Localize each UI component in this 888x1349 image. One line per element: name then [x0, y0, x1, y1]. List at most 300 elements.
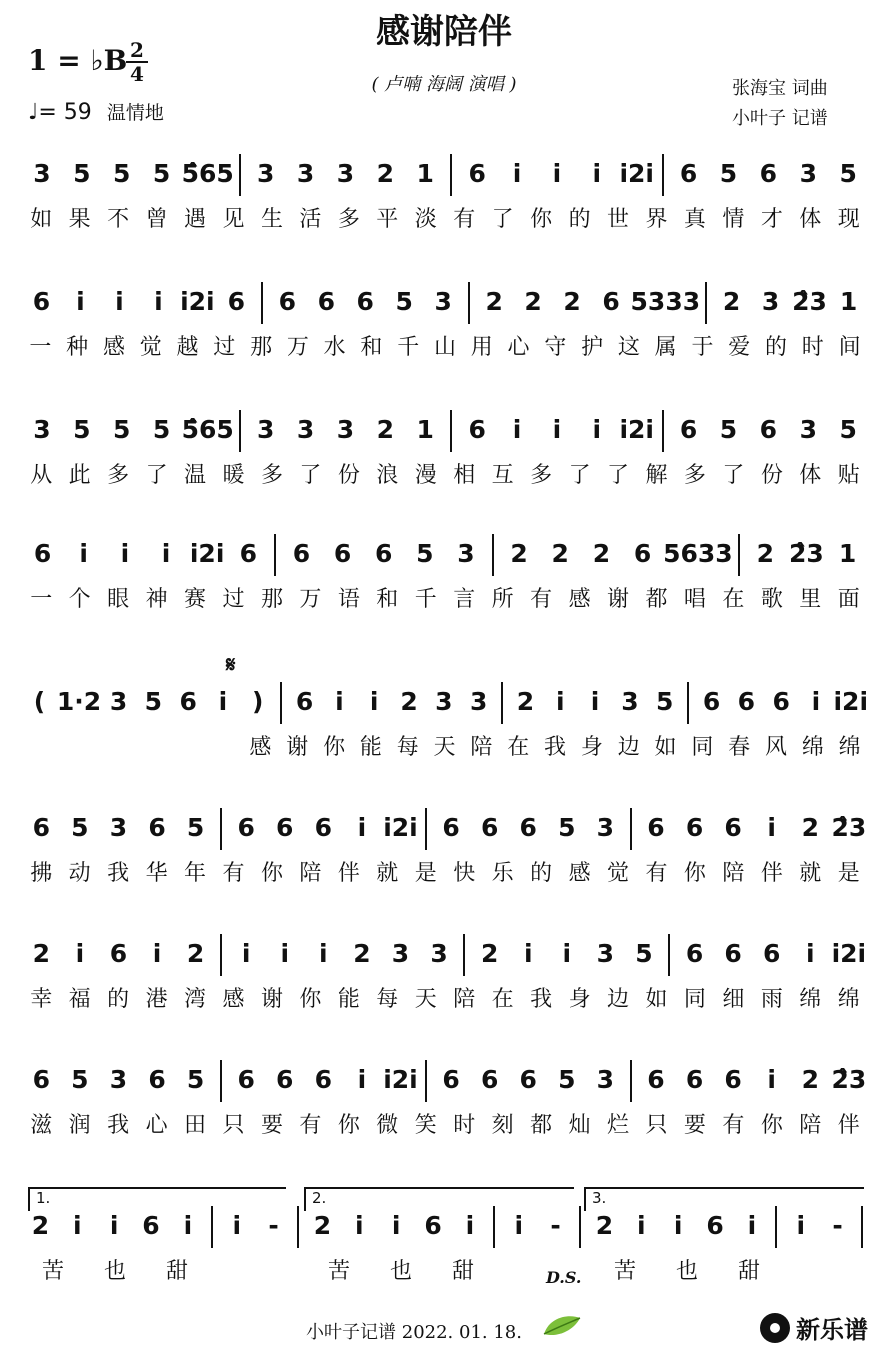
lyric-char: 细 [722, 987, 745, 1012]
note: 5 [839, 415, 857, 444]
lyric-char: 同 [683, 987, 706, 1012]
note: 6 [702, 687, 721, 716]
note: 6 [442, 813, 460, 842]
lyric-char: 港 [145, 987, 168, 1012]
lyric-char: 每 [396, 735, 419, 760]
bar-line [657, 150, 669, 200]
site-logo[interactable] [760, 1310, 868, 1345]
lyric-char: 在 [491, 987, 514, 1012]
note: 3 [391, 939, 410, 968]
note: 3 [596, 939, 615, 968]
time-top: 2 [130, 38, 144, 62]
lyric-char: 生 [260, 207, 283, 232]
note: 2 [353, 939, 371, 968]
note: i [161, 539, 171, 568]
note: i [109, 1211, 119, 1240]
lyric-char: 的 [568, 207, 591, 232]
lyric-char: 多 [337, 207, 360, 232]
lyric-char: 就 [376, 861, 399, 886]
note: 5 [839, 159, 857, 188]
notation-line [22, 804, 868, 854]
lyric-char: 遇 [184, 207, 207, 232]
note: 6 [724, 939, 742, 968]
lyric-char: 歌 [760, 587, 783, 612]
lyric-char: 才 [760, 207, 783, 232]
song-title: 感谢陪伴 [376, 12, 512, 52]
lyric-char: 感 [102, 335, 125, 360]
note: i [673, 1211, 683, 1240]
lyric-char: 那 [260, 587, 283, 612]
note: 6 [333, 539, 352, 568]
lyric-char: 感 [568, 587, 591, 612]
note: 6 [276, 813, 294, 842]
lyric-char: 伴 [760, 861, 783, 886]
lyric-char: 伴 [837, 1113, 860, 1138]
lyric-char: 有 [299, 1113, 322, 1138]
lyrics-line [22, 982, 868, 1012]
note: 2 [313, 1211, 332, 1240]
note: 6 [679, 415, 698, 444]
note: 5 [719, 159, 738, 188]
lyric-char: 体 [799, 463, 822, 488]
lyric-char: 了 [299, 463, 322, 488]
lyric-char: 多 [683, 463, 706, 488]
lyric-char: 都 [530, 1113, 553, 1138]
notation-line [22, 278, 868, 328]
bar-line [682, 678, 694, 728]
note: 6 [239, 539, 257, 568]
lyric-char: 我 [107, 861, 130, 886]
note: i [552, 415, 562, 444]
lyric-char: 千 [414, 587, 437, 612]
lyric-char: 真 [683, 207, 706, 232]
lyric-char: 于 [691, 335, 714, 360]
note: i [73, 1211, 82, 1240]
note: 6 [33, 539, 52, 568]
score-row [22, 920, 868, 1016]
lyric-char: 甜 [737, 1259, 760, 1284]
lyric-char: 边 [607, 987, 630, 1012]
note: 6 [685, 1065, 704, 1094]
note: i [357, 813, 367, 842]
lyrics-line [22, 1254, 868, 1284]
lyric-char: 言 [453, 587, 476, 612]
note: 6 [32, 1065, 50, 1094]
note: 5 [558, 1065, 576, 1094]
footer-note: 小叶子记谱 2022. 01. 18. [306, 1322, 522, 1343]
lyric-char: 觉 [139, 335, 162, 360]
note: 2 [756, 539, 774, 568]
note: 6 [442, 1065, 460, 1094]
leaf-icon [540, 1312, 584, 1338]
lyric-char: 有 [722, 1113, 745, 1138]
note: 2̂3 [831, 813, 867, 842]
note: 2̂3 [789, 539, 824, 568]
lyric-char: 春 [728, 735, 751, 760]
lyric-char: 苦 [327, 1259, 350, 1284]
note: i [590, 687, 600, 716]
note: 6 [724, 813, 742, 842]
lyric-char: 份 [337, 463, 360, 488]
lyric-char: 要 [683, 1113, 706, 1138]
lyric-char: 也 [389, 1259, 412, 1284]
note: i2i [831, 939, 867, 968]
lyric-char: 雨 [760, 987, 783, 1012]
lyric-char: 相 [453, 463, 476, 488]
note: 6 [109, 939, 128, 968]
lyric-char: 千 [397, 335, 420, 360]
note: i [767, 813, 776, 842]
lyric-char: 这 [617, 335, 640, 360]
lyric-char: 绵 [837, 987, 860, 1012]
lyric-char: 了 [568, 463, 591, 488]
note: 6 [292, 539, 311, 568]
note: 3 [596, 1065, 615, 1094]
note: 6 [314, 813, 333, 842]
note: 3 [596, 813, 615, 842]
lyric-char: 万 [286, 335, 309, 360]
lyric-char: 间 [838, 335, 861, 360]
tempo-marking [28, 98, 164, 125]
note: i [115, 287, 124, 316]
note: 5633 [663, 539, 733, 568]
lyric-char: 了 [607, 463, 630, 488]
lyric-char: 苦 [41, 1259, 64, 1284]
lyric-char: 能 [359, 735, 382, 760]
lyric-char: 只 [645, 1113, 668, 1138]
bar-line [445, 406, 457, 456]
note: 2 [376, 415, 395, 444]
lyric-char: 曾 [145, 207, 168, 232]
time-signature [126, 40, 148, 84]
lyrics-line [22, 330, 868, 360]
lyrics-line [22, 458, 868, 488]
lyric-char: 里 [799, 587, 822, 612]
note: i [183, 1211, 193, 1240]
lyric-char: 你 [337, 1113, 360, 1138]
lyric-char: 活 [299, 207, 322, 232]
lyric-char: 身 [568, 987, 591, 1012]
note: 1 [416, 159, 434, 188]
notation-line [22, 1056, 868, 1106]
lyric-char: 风 [765, 735, 788, 760]
note: 5 [186, 813, 205, 842]
note: 3 [621, 687, 639, 716]
note: 5 [71, 1065, 89, 1094]
note: 5 [152, 159, 171, 188]
lyric-char: 是 [414, 861, 437, 886]
lyric-char: 身 [580, 735, 603, 760]
lyric-char: 了 [722, 463, 745, 488]
lyric-char: 多 [260, 463, 283, 488]
lyric-char: 和 [376, 587, 399, 612]
note: i [280, 939, 290, 968]
note: i [355, 1211, 364, 1240]
note: - [550, 1211, 561, 1240]
lyric-char: 赛 [184, 587, 207, 612]
lyric-char: 越 [176, 335, 199, 360]
note: 3 [256, 415, 275, 444]
notation-line [22, 530, 868, 580]
lyric-char: 有 [645, 861, 668, 886]
note: 6 [759, 415, 778, 444]
note: 5̂65 [181, 159, 234, 188]
lyric-char: 绵 [838, 735, 861, 760]
lyric-char: 感 [568, 861, 591, 886]
lyric-char: 就 [799, 861, 822, 886]
note: 2̂3 [792, 287, 827, 316]
note: 2 [186, 939, 205, 968]
lyric-char: 现 [837, 207, 860, 232]
score-row [22, 668, 868, 764]
lyric-char: 一 [30, 587, 53, 612]
time-bottom: 4 [130, 62, 144, 86]
note: 2 [485, 287, 503, 316]
score-row [22, 140, 868, 236]
note: i2i [189, 539, 225, 568]
note: i [512, 159, 522, 188]
note: 3 [109, 1065, 128, 1094]
note: 6 [179, 687, 197, 716]
note: 1 [839, 287, 858, 316]
note: 6 [32, 287, 51, 316]
note: 3 [336, 159, 355, 188]
note: i [335, 687, 344, 716]
lyric-char: 陪 [453, 987, 476, 1012]
lyric-char: 每 [376, 987, 399, 1012]
score-row [22, 520, 868, 616]
note: 3 [256, 159, 275, 188]
note: 2 [551, 539, 569, 568]
lyric-char: 从 [30, 463, 53, 488]
note: i [637, 1211, 646, 1240]
lyric-char: 你 [760, 1113, 783, 1138]
note: 6 [724, 1065, 742, 1094]
note: i [465, 1211, 475, 1240]
note: 5 [395, 287, 413, 316]
note: 5 [113, 159, 131, 188]
note: 5333 [630, 287, 701, 316]
note: 6 [737, 687, 756, 716]
lyric-char: 笑 [414, 1113, 437, 1138]
note: 5 [73, 159, 91, 188]
bar-line [496, 678, 508, 728]
notation-line [22, 678, 868, 728]
lyric-char: 份 [760, 463, 783, 488]
lyric-char: 滋 [30, 1113, 53, 1138]
lyric-char: 陪 [799, 1113, 822, 1138]
note: i2i [383, 1065, 418, 1094]
note: 2 [595, 1211, 614, 1240]
note: 6 [602, 287, 620, 316]
note: i [120, 539, 130, 568]
note: 6 [424, 1211, 442, 1240]
note: i [75, 939, 85, 968]
score-row [22, 396, 868, 492]
bar-line [487, 530, 499, 580]
note: i [391, 1211, 401, 1240]
note: 5 [656, 687, 674, 716]
lyric-char: 互 [491, 463, 514, 488]
note: i [811, 687, 821, 716]
note: 6 [227, 287, 246, 316]
ds-marking: D.S. [546, 1268, 582, 1287]
note: i [357, 1065, 367, 1094]
lyric-char: 绵 [801, 735, 824, 760]
lyric-char: 刻 [491, 1113, 514, 1138]
lyric-char: 我 [544, 735, 567, 760]
lyric-char: 的 [530, 861, 553, 886]
note: 3 [799, 415, 817, 444]
note: 3 [296, 415, 315, 444]
logo-text: 新乐谱 [796, 1316, 868, 1344]
lyric-char: 谢 [607, 587, 630, 612]
note: 2̂3 [831, 1065, 867, 1094]
note: 6 [276, 1065, 294, 1094]
lyric-char: 果 [68, 207, 91, 232]
note: 5 [73, 415, 91, 444]
lyric-char: 只 [222, 1113, 245, 1138]
lyric-char: 漫 [414, 463, 437, 488]
note: 3 [435, 687, 453, 716]
lyrics-line [242, 730, 868, 760]
lyric-char: 一 [29, 335, 52, 360]
note: 3 [109, 813, 128, 842]
lyric-char: 如 [654, 735, 677, 760]
note: 2 [31, 1211, 50, 1240]
lyric-char: 界 [645, 207, 668, 232]
note: 6 [633, 539, 652, 568]
note: 6 [356, 287, 374, 316]
note: i [555, 687, 565, 716]
lyric-char: 过 [222, 587, 245, 612]
lyric-char: 唱 [683, 587, 706, 612]
lyric-char: 护 [581, 335, 604, 360]
note: i [796, 1211, 806, 1240]
note: 6 [685, 813, 704, 842]
volta-3: 3. [584, 1187, 864, 1211]
score-row [22, 1046, 868, 1142]
lyric-char: 种 [66, 335, 89, 360]
bar-line [657, 406, 669, 456]
note: 3 [109, 687, 128, 716]
lyric-char: 拂 [30, 861, 53, 886]
lyric-char: 的 [107, 987, 130, 1012]
bar-line [445, 150, 457, 200]
note: 2 [722, 287, 741, 316]
record-icon [760, 1313, 790, 1343]
lyric-char: 润 [68, 1113, 91, 1138]
lyrics-line [22, 202, 868, 232]
lyric-char: 的 [765, 335, 788, 360]
lyric-char: 陪 [722, 861, 745, 886]
lyric-char: 觉 [607, 861, 630, 886]
note: 6 [142, 1211, 160, 1240]
note: 2 [563, 287, 581, 316]
bar-line [700, 278, 712, 328]
note: 6 [32, 813, 50, 842]
note: 6 [685, 939, 704, 968]
lyric-char: 你 [323, 735, 346, 760]
lyric-char: 体 [799, 207, 822, 232]
lyrics-line [22, 856, 868, 886]
note: i2i [180, 287, 215, 316]
note: 5 [113, 415, 131, 444]
bar-line [275, 678, 287, 728]
bar-line [234, 406, 246, 456]
lyric-char: 不 [107, 207, 130, 232]
lyric-char: 温 [184, 463, 207, 488]
lyric-char: 心 [507, 335, 530, 360]
lyric-char: 暖 [222, 463, 245, 488]
lyric-char: 个 [68, 587, 91, 612]
lyric-char: 你 [530, 207, 553, 232]
note: i [514, 1211, 524, 1240]
lyric-char: 在 [722, 587, 745, 612]
note: i [512, 415, 522, 444]
note: 6 [772, 687, 790, 716]
bar-line [625, 804, 637, 854]
lyric-char: 神 [145, 587, 168, 612]
note: 6 [374, 539, 393, 568]
note: ( [33, 687, 46, 716]
bar-line [215, 1056, 227, 1106]
lyric-char: 边 [617, 735, 640, 760]
lyric-char: 天 [433, 735, 456, 760]
lyric-char: 谢 [286, 735, 309, 760]
lyric-char: 浪 [376, 463, 399, 488]
note: 2 [32, 939, 50, 968]
note: 5 [416, 539, 434, 568]
note: 5 [186, 1065, 205, 1094]
note: i [79, 539, 88, 568]
note: 6 [468, 415, 486, 444]
notation-line [22, 406, 868, 456]
note: i [218, 687, 228, 716]
note: 5 [635, 939, 653, 968]
note: i [592, 159, 602, 188]
lyric-char: 守 [544, 335, 567, 360]
lyric-char: 也 [103, 1259, 126, 1284]
bar-line [420, 1056, 432, 1106]
lyric-char: 快 [453, 861, 476, 886]
note: 3 [469, 687, 488, 716]
lyric-char: 心 [145, 1113, 168, 1138]
lyric-char: 谢 [260, 987, 283, 1012]
note: i2i [619, 159, 654, 188]
note: 3 [457, 539, 475, 568]
lyric-char: 我 [107, 1113, 130, 1138]
note: 6 [148, 813, 166, 842]
note: 3 [33, 415, 51, 444]
lyric-char: 伴 [337, 861, 360, 886]
lyric-char: 我 [530, 987, 553, 1012]
bar-line [292, 1202, 304, 1252]
lyric-char: 绵 [799, 987, 822, 1012]
note: 6 [148, 1065, 166, 1094]
note: 2 [592, 539, 611, 568]
score-row [22, 794, 868, 890]
note: 6 [314, 1065, 333, 1094]
lyric-char: 福 [68, 987, 91, 1012]
bar-line [458, 930, 470, 980]
lyric-char: 要 [260, 1113, 283, 1138]
lyric-char: 是 [837, 861, 860, 886]
note: 6 [647, 1065, 665, 1094]
lyric-char: 水 [323, 335, 346, 360]
lyric-char: 华 [145, 861, 168, 886]
note: 6 [759, 159, 778, 188]
